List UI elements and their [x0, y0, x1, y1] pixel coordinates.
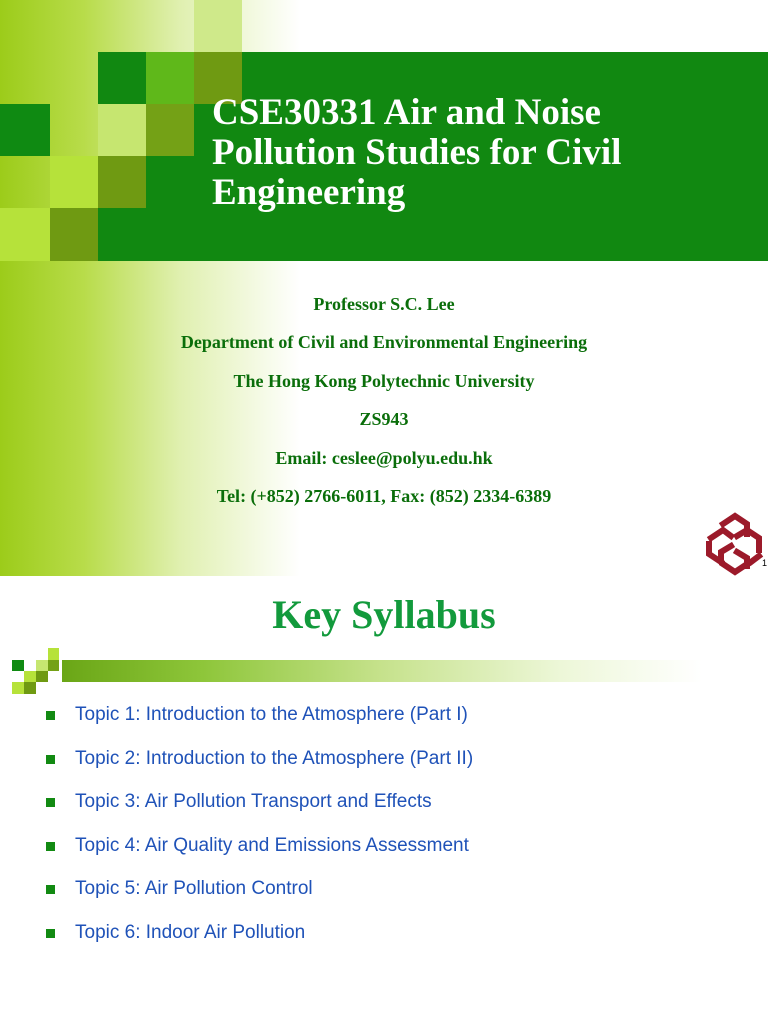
list-item — [46, 835, 746, 879]
deco-square — [36, 671, 48, 682]
department-name: Department of Civil and Environmental Engineering — [180, 332, 588, 353]
list-item — [46, 704, 746, 748]
deco-square — [146, 52, 194, 104]
syllabus-slide — [0, 576, 768, 1024]
deco-square — [36, 660, 48, 671]
deco-square — [50, 156, 98, 208]
page-number: 1 — [762, 558, 767, 568]
deco-square — [98, 156, 146, 208]
square-bullet-icon — [46, 929, 55, 938]
deco-square — [0, 208, 50, 261]
professor-name: Professor S.C. Lee — [313, 294, 455, 314]
title-underline-bar — [62, 660, 702, 682]
deco-square — [24, 671, 36, 682]
topic-text: Topic 2: Introduction to the Atmosphere (Part II) — [75, 747, 474, 769]
office-room: ZS943 — [359, 409, 409, 430]
list-item — [46, 878, 746, 922]
square-bullet-icon — [46, 885, 55, 894]
deco-square — [48, 648, 59, 660]
deco-square — [50, 208, 98, 261]
topic-text: Topic 4: Air Quality and Emissions Assessment — [75, 834, 469, 856]
square-bullet-icon — [46, 755, 55, 764]
square-bullet-icon — [46, 798, 55, 807]
deco-square — [12, 682, 24, 694]
topic-text: Topic 3: Air Pollution Transport and Effects — [75, 791, 432, 813]
university-name: The Hong Kong Polytechnic University — [233, 370, 535, 391]
list-item — [46, 922, 746, 966]
course-title: CSE30331 Air and Noise Pollution Studies for Civil Engineering — [212, 92, 622, 213]
square-bullet-icon — [46, 842, 55, 851]
deco-square — [0, 104, 50, 156]
square-bullet-icon — [46, 711, 55, 720]
phone-fax: Tel: (+852) 2766-6011, Fax: (852) 2334-6389 — [216, 485, 552, 506]
topic-text: Topic 5: Air Pollution Control — [75, 878, 313, 900]
list-item — [46, 791, 746, 835]
slide-title: Key Syllabus — [272, 592, 496, 637]
deco-square — [24, 682, 36, 694]
topic-list — [46, 704, 746, 966]
topic-text: Topic 1: Introduction to the Atmosphere (Part I) — [75, 704, 468, 725]
list-item — [46, 748, 746, 792]
instructor-info — [0, 290, 768, 520]
deco-square — [12, 660, 24, 671]
deco-square — [48, 660, 59, 671]
email-address: Email: ceslee@polyu.edu.hk — [275, 447, 493, 468]
deco-square — [98, 104, 146, 156]
deco-square — [146, 104, 194, 156]
deco-square — [194, 0, 242, 52]
topic-text: Topic 6: Indoor Air Pollution — [75, 921, 306, 943]
polyu-logo-icon — [701, 512, 767, 576]
